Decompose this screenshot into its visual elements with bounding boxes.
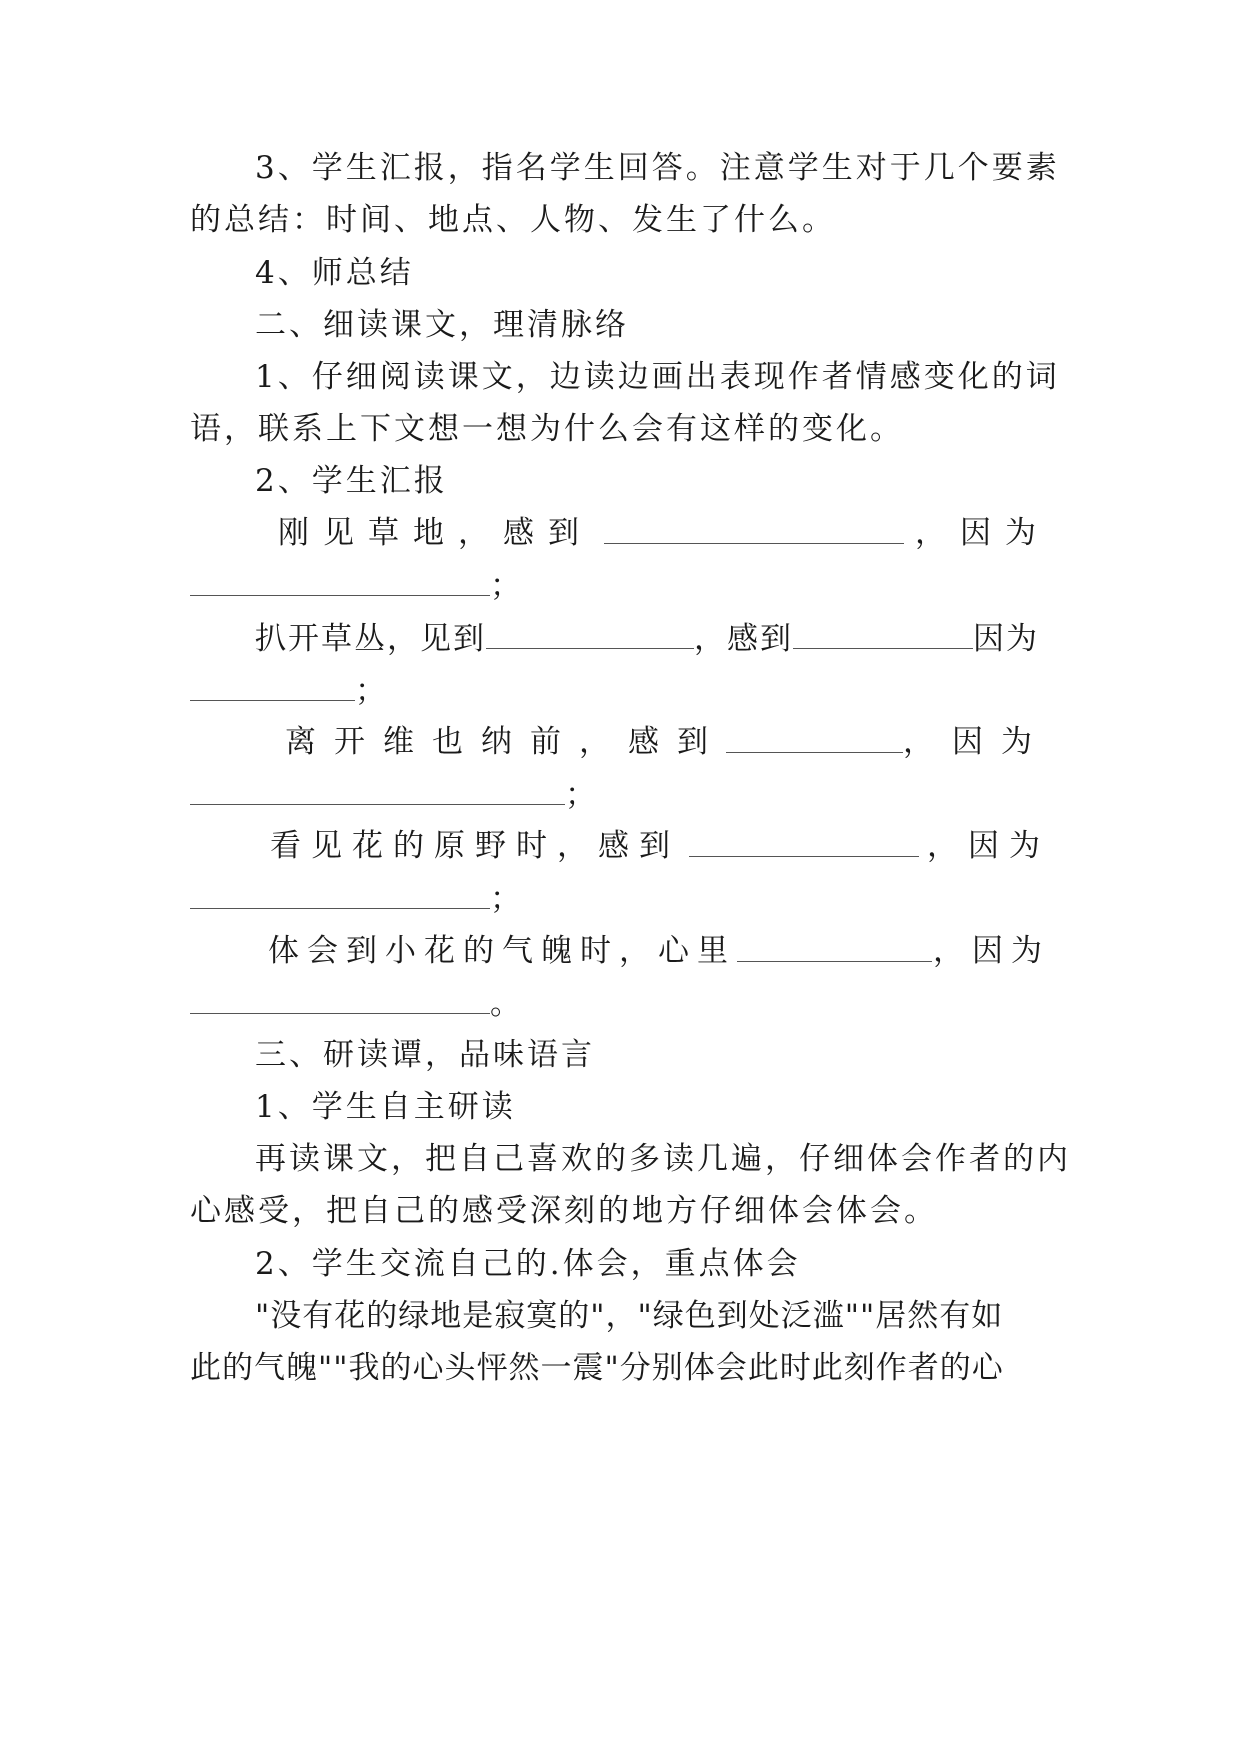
fill-in-prompt: 扒开草丛，见到 [255,621,486,657]
paragraph-line: "没有花的绿地是寂寞的"，"绿色到处泛滥""居然有如 [255,1298,1004,1334]
fill-in-line [190,878,1050,918]
fill-in-blank[interactable] [190,983,490,1014]
fill-in-blank[interactable] [726,722,903,753]
fill-in-line [268,931,1050,971]
fill-in-suffix: ，因为 [933,933,1050,969]
fill-in-prompt: ，感到 [694,621,793,657]
fill-in-suffix: ； [565,777,596,813]
fill-in-suffix: ； [490,881,521,917]
fill-in-prompt: 刚见草地，感到 [278,515,593,551]
fill-in-blank[interactable] [190,878,490,909]
paragraph-line: 的总结：时间、地点、人物、发生了什么。 [190,202,836,238]
fill-in-line [255,618,1050,658]
fill-in-suffix: ； [355,673,386,709]
fill-in-blank[interactable] [190,774,565,805]
fill-in-suffix: ； [490,568,521,604]
paragraph-line: 4、师总结 [255,255,414,291]
paragraph-line: 此的气魄""我的心头怦然一震"分别体会此时此刻作者的心 [190,1350,1004,1386]
section-heading: 二、细读课文，理清脉络 [255,307,629,343]
fill-in-suffix: ，因为 [927,828,1050,864]
fill-in-blank[interactable] [793,618,973,649]
fill-in-blank[interactable] [689,826,919,857]
fill-in-line [190,774,1050,814]
fill-in-suffix: 。 [490,986,521,1022]
fill-in-prompt: 体会到小花的气魄时，心里 [268,933,736,969]
paragraph-line: 2、学生交流自己的.体会，重点体会 [255,1246,801,1282]
paragraph-line: 再读课文，把自己喜欢的多读几遍，仔细体会作者的内 [255,1141,1071,1177]
fill-in-blank[interactable] [604,513,904,544]
fill-in-blank[interactable] [486,618,694,649]
fill-in-line [270,826,1050,866]
fill-in-line [278,513,1050,553]
fill-in-blank[interactable] [190,670,355,701]
paragraph-line: 2、学生汇报 [255,463,448,499]
paragraph-line: 语，联系上下文想一想为什么会有这样的变化。 [190,411,904,447]
paragraph-line: 1、学生自主研读 [255,1089,516,1125]
fill-in-suffix: ，因为 [915,515,1050,551]
paragraph-line: 3、学生汇报，指名学生回答。注意学生对于几个要素 [255,150,1060,186]
fill-in-line [285,722,1050,762]
fill-in-line [190,565,1050,605]
fill-in-suffix: ，因为 [903,724,1050,760]
fill-in-blank[interactable] [737,931,932,962]
section-heading: 三、研读谭，品味语言 [255,1037,595,1073]
paragraph-line: 心感受，把自己的感受深刻的地方仔细体会体会。 [190,1193,938,1229]
fill-in-line [190,670,1050,710]
paragraph-line: 1、仔细阅读课文，边读边画出表现作者情感变化的词 [255,359,1060,395]
fill-in-suffix: 因为 [973,621,1039,657]
fill-in-blank[interactable] [190,565,490,596]
fill-in-prompt: 看见花的原野时，感到 [270,828,680,864]
fill-in-prompt: 离开维也纳前，感到 [285,724,726,760]
fill-in-line [190,983,1050,1023]
